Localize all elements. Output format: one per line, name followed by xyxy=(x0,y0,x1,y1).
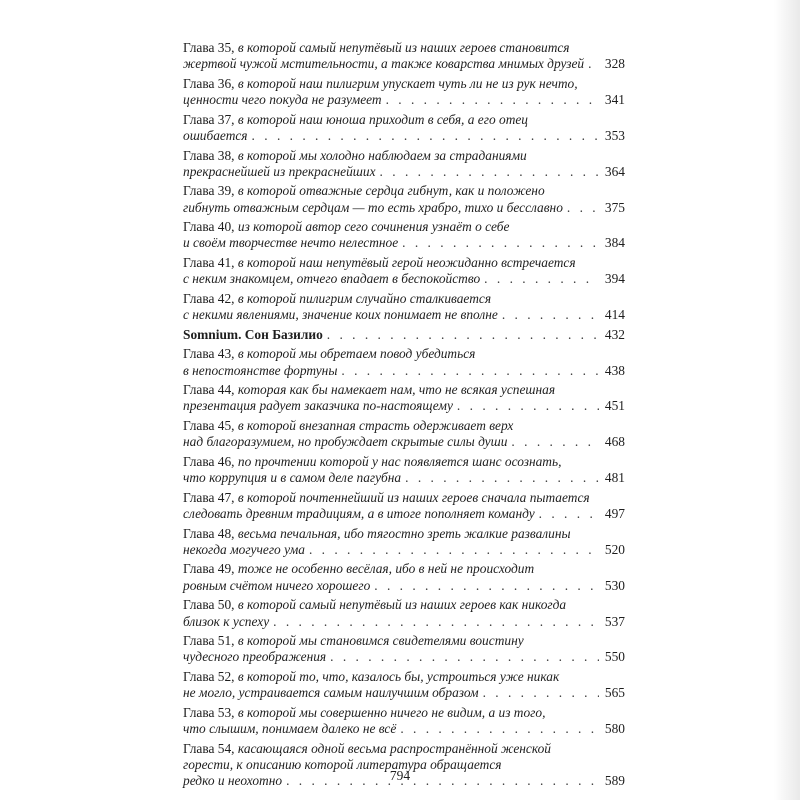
chapter-description: касающаяся одной весьма распространённой женской xyxy=(237,740,551,756)
toc-entry-final-line xyxy=(183,434,625,450)
chapter-description: в которой наш непутёвый герой неожиданно встречается xyxy=(237,255,576,271)
toc-entry-final-line xyxy=(183,56,625,72)
toc-entry xyxy=(183,219,625,251)
toc-entry-final-line xyxy=(183,542,625,558)
toc-entry xyxy=(183,148,625,180)
dot-leader xyxy=(380,164,599,180)
dot-leader xyxy=(386,92,599,108)
toc-entry xyxy=(183,526,625,558)
chapter-label: Глава 43, xyxy=(183,346,238,362)
dot-leader xyxy=(484,271,599,287)
chapter-description: ценности чего покуда не разумеет xyxy=(183,92,382,108)
dot-leader xyxy=(511,434,599,450)
toc-entry-final-line xyxy=(183,578,625,594)
toc-entry xyxy=(183,490,625,522)
toc-entry-line xyxy=(183,705,625,721)
toc-page-number: 537 xyxy=(604,613,625,629)
chapter-label: Глава 51, xyxy=(183,633,238,649)
dot-leader xyxy=(252,128,599,144)
toc-entry-final-line xyxy=(183,327,625,343)
chapter-label: Глава 52, xyxy=(183,668,238,684)
toc-entry-final-line xyxy=(183,92,625,108)
toc-page-number: 550 xyxy=(604,649,625,665)
toc-entry-line xyxy=(183,669,625,685)
chapter-description: гибнуть отважным сердцам — то есть храбро, тихо и бесславно xyxy=(183,199,563,215)
chapter-description: чудесного преображения xyxy=(183,649,327,665)
toc-entry xyxy=(183,669,625,701)
toc-entry xyxy=(183,346,625,378)
chapter-label: Глава 36, xyxy=(183,75,238,91)
chapter-description: в которой наш пилигрим упускает чуть ли не из рук нечто, xyxy=(237,75,578,91)
chapter-description: жертвой чужой мстительности, а также коварства мнимых друзей xyxy=(183,56,585,72)
toc-entry-final-line xyxy=(183,307,625,323)
chapter-description: с неким знакомцем, отчего впадает в беспокойство xyxy=(183,271,481,287)
chapter-label: Глава 47, xyxy=(183,489,238,505)
toc-page-number: 364 xyxy=(604,163,625,179)
dot-leader xyxy=(567,200,599,216)
toc-entry-line xyxy=(183,418,625,434)
toc-entry-line xyxy=(183,454,625,470)
dot-leader xyxy=(402,235,599,251)
page-edge-shadow xyxy=(774,0,800,800)
chapter-label: Глава 40, xyxy=(183,219,238,235)
chapter-label: Глава 37, xyxy=(183,111,238,127)
chapter-description: в которой наш юноша приходит в себя, а его отец xyxy=(237,111,528,127)
chapter-description: в которой то, что, казалось бы, устроиться уже никак xyxy=(237,668,560,684)
toc-entry xyxy=(183,382,625,414)
toc-entry-line xyxy=(183,76,625,92)
toc-entry-line xyxy=(183,633,625,649)
toc-entry-line xyxy=(183,561,625,577)
toc-entry xyxy=(183,597,625,629)
chapter-description: которая как бы намекает нам, что не всякая успешная xyxy=(237,382,556,398)
toc-page-number: 451 xyxy=(604,398,625,414)
toc-entry xyxy=(183,183,625,215)
chapter-description: в которой мы совершенно ничего не видим, а из того, xyxy=(237,704,546,720)
dot-leader xyxy=(309,542,599,558)
toc-page-number: 438 xyxy=(604,362,625,378)
chapter-description: ошибается xyxy=(183,127,248,143)
toc-entry-line xyxy=(183,255,625,271)
chapter-label: Глава 39, xyxy=(183,183,238,199)
toc-entry-line xyxy=(183,148,625,164)
chapter-description: в которой отважные сердца гибнут, как и положено xyxy=(237,183,545,199)
toc-entry-line xyxy=(183,382,625,398)
chapter-description: в которой почтеннейший из наших героев сначала пытается xyxy=(237,489,590,505)
toc-page-number: 394 xyxy=(604,271,625,287)
chapter-description: что слышим, понимаем далеко не всё xyxy=(183,721,397,737)
toc-entry-final-line xyxy=(183,235,625,251)
toc-entry xyxy=(183,418,625,450)
toc-page-number: 432 xyxy=(604,326,625,342)
dot-leader xyxy=(341,363,599,379)
toc-page-number: 481 xyxy=(604,470,625,486)
toc-entry-final-line xyxy=(183,470,625,486)
toc-page-number: 589 xyxy=(604,773,625,789)
chapter-description: в которой самый непутёвый из наших героев становится xyxy=(237,40,570,55)
chapter-label: Глава 50, xyxy=(183,597,238,613)
toc-entry-line xyxy=(183,597,625,613)
chapter-label: Глава 41, xyxy=(183,255,238,271)
toc-entry-line xyxy=(183,526,625,542)
toc-entry xyxy=(183,633,625,665)
chapter-description: над благоразумием, но пробуждает скрытые силы души xyxy=(183,434,508,450)
toc-entry-final-line xyxy=(183,721,625,737)
dot-leader xyxy=(327,327,599,343)
chapter-description: в которой пилигрим случайно сталкивается xyxy=(237,290,492,306)
dot-leader xyxy=(400,721,599,737)
toc-page-number: 580 xyxy=(604,721,625,737)
chapter-label: Глава 44, xyxy=(183,382,238,398)
toc-page-number: 468 xyxy=(604,434,625,450)
chapter-label: Глава 45, xyxy=(183,418,238,434)
chapter-description: с некими явлениями, значение коих понимает не вполне xyxy=(183,307,498,323)
toc-page-number: 375 xyxy=(604,199,625,215)
toc-page-number: 414 xyxy=(604,307,625,323)
chapter-description: весьма печальная, ибо тягостно зреть жалкие развалины xyxy=(237,525,571,541)
toc-entry xyxy=(183,327,625,343)
chapter-description: не могло, устраивается самым наилучшим образом xyxy=(183,685,479,701)
toc-entry-final-line xyxy=(183,614,625,630)
dot-leader xyxy=(374,578,599,594)
toc-entry-line xyxy=(183,741,625,757)
dot-leader xyxy=(588,56,599,72)
toc-entry-final-line xyxy=(183,398,625,414)
dot-leader xyxy=(502,307,599,323)
dot-leader xyxy=(273,614,599,630)
chapter-description: некогда могучего ума xyxy=(183,541,305,557)
chapter-description: в непостоянстве фортуны xyxy=(183,362,338,378)
chapter-label: Глава 38, xyxy=(183,147,238,163)
chapter-description: тоже не особенно весёлая, ибо в ней не происходит xyxy=(237,561,535,577)
chapter-label: Глава 54, xyxy=(183,740,238,756)
chapter-label: Глава 49, xyxy=(183,561,238,577)
toc-entry-line xyxy=(183,219,625,235)
toc-page-number: 341 xyxy=(604,92,625,108)
chapter-description: презентация радует заказчика по-настоящему xyxy=(183,398,453,414)
dot-leader xyxy=(457,398,599,414)
table-of-contents xyxy=(183,40,625,793)
toc-page-number: 565 xyxy=(604,685,625,701)
toc-entry-line xyxy=(183,183,625,199)
toc-entry-final-line xyxy=(183,271,625,287)
toc-entry xyxy=(183,40,625,72)
toc-entry xyxy=(183,561,625,593)
chapter-description: из которой автор сего сочинения узнаёт о себе xyxy=(237,219,510,235)
chapter-label: Глава 53, xyxy=(183,704,238,720)
chapter-label: Глава 42, xyxy=(183,290,238,306)
toc-entry xyxy=(183,454,625,486)
chapter-description: в которой внезапная страсть одерживает верх xyxy=(237,418,514,434)
chapter-label: Глава 35, xyxy=(183,40,238,55)
chapter-description: в которой самый непутёвый из наших героев как никогда xyxy=(237,597,567,613)
toc-entry xyxy=(183,255,625,287)
toc-entry-final-line xyxy=(183,164,625,180)
toc-entry xyxy=(183,291,625,323)
toc-entry-final-line xyxy=(183,649,625,665)
chapter-description: ровным счётом ничего хорошего xyxy=(183,577,371,593)
chapter-description: прекраснейшей из прекраснейших xyxy=(183,163,376,179)
chapter-description: по прочтении которой у нас появляется шанс осознать, xyxy=(237,453,562,469)
toc-entry-line xyxy=(183,40,625,56)
toc-entry-final-line xyxy=(183,128,625,144)
toc-entry-final-line xyxy=(183,685,625,701)
toc-page-number: 530 xyxy=(604,577,625,593)
chapter-description: в которой мы обретаем повод убедиться xyxy=(237,346,476,362)
chapter-label: Глава 48, xyxy=(183,525,238,541)
toc-page-number: 520 xyxy=(604,541,625,557)
toc-page-number: 497 xyxy=(604,505,625,521)
dot-leader xyxy=(483,685,599,701)
chapter-description: редко и неохотно xyxy=(183,773,283,789)
toc-page-number: 328 xyxy=(604,56,625,72)
chapter-description: в которой мы холодно наблюдаем за страданиями xyxy=(237,147,527,163)
toc-entry-line xyxy=(183,112,625,128)
chapter-label: Глава 46, xyxy=(183,453,238,469)
toc-entry-final-line xyxy=(183,200,625,216)
toc-entry-line xyxy=(183,346,625,362)
toc-entry xyxy=(183,76,625,108)
toc-entry-line xyxy=(183,291,625,307)
toc-page-number: 353 xyxy=(604,127,625,143)
dot-leader xyxy=(330,649,599,665)
toc-entry xyxy=(183,705,625,737)
chapter-description: что коррупция и в самом деле пагубна xyxy=(183,470,402,486)
page-number: 794 xyxy=(389,768,411,783)
chapter-description: горести, к описанию которой литература обращается xyxy=(183,756,502,772)
chapter-description: и своём творчестве нечто нелестное xyxy=(183,235,399,251)
toc-entry xyxy=(183,112,625,144)
chapter-description: близок к успеху xyxy=(183,613,270,629)
dot-leader xyxy=(405,470,599,486)
toc-page-number: 384 xyxy=(604,235,625,251)
toc-entry-line xyxy=(183,490,625,506)
section-title: Somnium. Сон Базилио xyxy=(183,326,323,342)
toc-entry-final-line xyxy=(183,506,625,522)
dot-leader xyxy=(539,506,599,522)
chapter-description: в которой мы становимся свидетелями воистину xyxy=(237,633,524,649)
toc-entry-final-line xyxy=(183,363,625,379)
chapter-description: следовать древним традициям, а в итоге пополняет команду xyxy=(183,505,535,521)
